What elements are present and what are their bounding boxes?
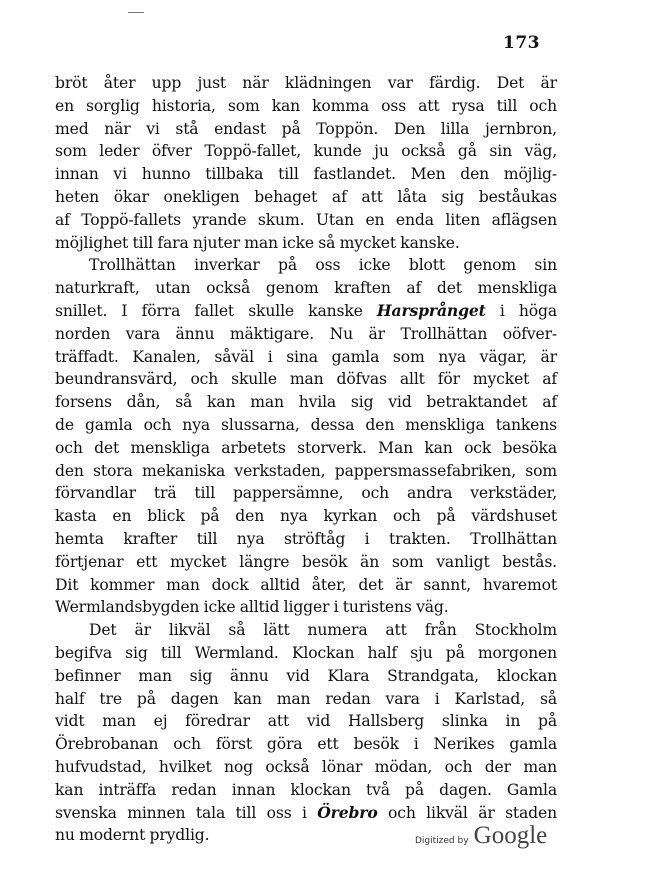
scan-mark — [128, 12, 144, 13]
digitized-label: Digitized by — [415, 836, 469, 846]
text-line — [55, 505, 557, 528]
text-segment: forsens dån, så kan man hvila sig vid betraktandet af — [55, 393, 557, 412]
text-segment: Dit kommer man dock alltid åter, det är sannt, hvaremot — [55, 575, 557, 594]
text-line — [55, 779, 557, 802]
italic-place-name: Harsprånget — [376, 300, 486, 320]
text-segment: snillet. I förra fallet skulle kanske — [55, 301, 377, 320]
text-segment: i höga — [485, 301, 557, 320]
text-segment: möjlighet till fara njuter man icke så mycket kanske. — [55, 233, 460, 252]
text-line — [55, 574, 557, 597]
italic-place-name: Örebro — [317, 802, 378, 822]
text-segment: befinner man sig ännu vid Klara Strandgata, klockan — [55, 666, 557, 685]
text-line — [55, 368, 557, 391]
text-segment: som leder öfver Toppö-fallet, kunde ju också gå sin väg, — [55, 142, 557, 161]
text-segment: träffadt. Kanalen, såväl i sina gamla som nya vägar, är — [55, 347, 557, 366]
text-line — [55, 300, 557, 323]
text-segment: Örebrobanan och först göra ett besök i Nerikes gamla — [55, 735, 557, 754]
text-line — [55, 482, 557, 505]
text-line — [55, 710, 557, 733]
text-segment: Det är likväl så lätt numera att från Stockholm — [89, 621, 557, 640]
text-line — [55, 163, 557, 186]
text-line — [55, 756, 557, 779]
google-logo: Google — [473, 822, 548, 849]
text-segment: bröt åter upp just när klädningen var färdig. Det är — [55, 74, 557, 92]
text-segment: Trollhättan inverkar på oss icke blott genom sin — [89, 256, 557, 275]
text-line — [55, 391, 557, 414]
text-segment: naturkraft, utan också genom kraften af det menskliga — [55, 279, 557, 298]
text-segment: och likväl är staden — [377, 803, 557, 822]
text-segment: hemta krafter till nya ströftåg i trakten. Trollhättan — [55, 529, 557, 548]
digitized-watermark — [415, 822, 547, 850]
text-line — [55, 72, 557, 95]
text-segment: svenska minnen tala till oss i — [55, 803, 318, 822]
text-segment: med när vi stå endast på Toppön. Den lilla jernbron, — [55, 119, 557, 138]
text-segment: nu modernt prydlig. — [55, 826, 210, 845]
text-line — [55, 528, 557, 551]
page-number: 173 — [503, 33, 540, 53]
text-line — [55, 209, 557, 232]
text-line — [55, 642, 557, 665]
text-segment: de gamla och nya slussarna, dessa den menskliga tankens — [55, 415, 557, 434]
text-segment: heten ökar onekligen behaget af att låta sig beståukas — [55, 187, 557, 206]
text-segment: den stora mekaniska verkstaden, pappersmassefabriken, som — [55, 461, 557, 480]
text-segment: af Toppö-fallets yrande skum. Utan en enda liten aflägsen — [55, 210, 557, 229]
text-line — [55, 619, 557, 642]
text-segment: vidt man ej föredrar att vid Hallsberg slinka in på — [55, 712, 557, 731]
text-segment: norden vara ännu mäktigare. Nu är Trollhättan oöfver- — [55, 324, 557, 343]
text-line — [55, 802, 557, 825]
text-line — [55, 346, 557, 369]
text-line — [55, 232, 557, 255]
text-line — [55, 437, 557, 460]
body-text — [55, 72, 557, 847]
text-segment: förvandlar trä till pappersämne, och andra verkstäder, — [55, 484, 557, 503]
text-line — [55, 460, 557, 483]
text-line — [55, 254, 557, 277]
text-segment: hufvudstad, hvilket nog också lönar mödan, och der man — [55, 757, 557, 776]
text-segment: Wermlandsbygden icke alltid ligger i turistens väg. — [55, 598, 449, 617]
text-segment: kan inträffa redan innan klockan två på dagen. Gamla — [55, 780, 557, 799]
text-line — [55, 414, 557, 437]
text-line — [55, 95, 557, 118]
text-line — [55, 688, 557, 711]
text-segment: en sorglig historia, som kan komma oss att rysa till och — [55, 96, 557, 115]
text-line — [55, 186, 557, 209]
text-line — [55, 596, 557, 619]
text-line — [55, 665, 557, 688]
text-segment: begifva sig till Wermland. Klockan half sju på morgonen — [55, 643, 557, 662]
text-line — [55, 733, 557, 756]
text-line — [55, 323, 557, 346]
text-segment: innan vi hunno tillbaka till fastlandet. Men den möjlig- — [55, 165, 557, 184]
text-segment: kasta en blick på den nya kyrkan och på värdshuset — [55, 507, 557, 526]
text-segment: beundransvärd, och skulle man döfvas allt för mycket af — [55, 370, 557, 389]
text-line — [55, 277, 557, 300]
text-segment: och det menskliga arbetets storverk. Man kan ock besöka — [55, 438, 557, 457]
text-segment: half tre på dagen kan man redan vara i Karlstad, så — [55, 689, 557, 708]
text-line — [55, 551, 557, 574]
text-line — [55, 140, 557, 163]
text-line — [55, 118, 557, 141]
text-segment: förtjenar ett mycket längre besök än som vanligt bestås. — [55, 552, 557, 571]
